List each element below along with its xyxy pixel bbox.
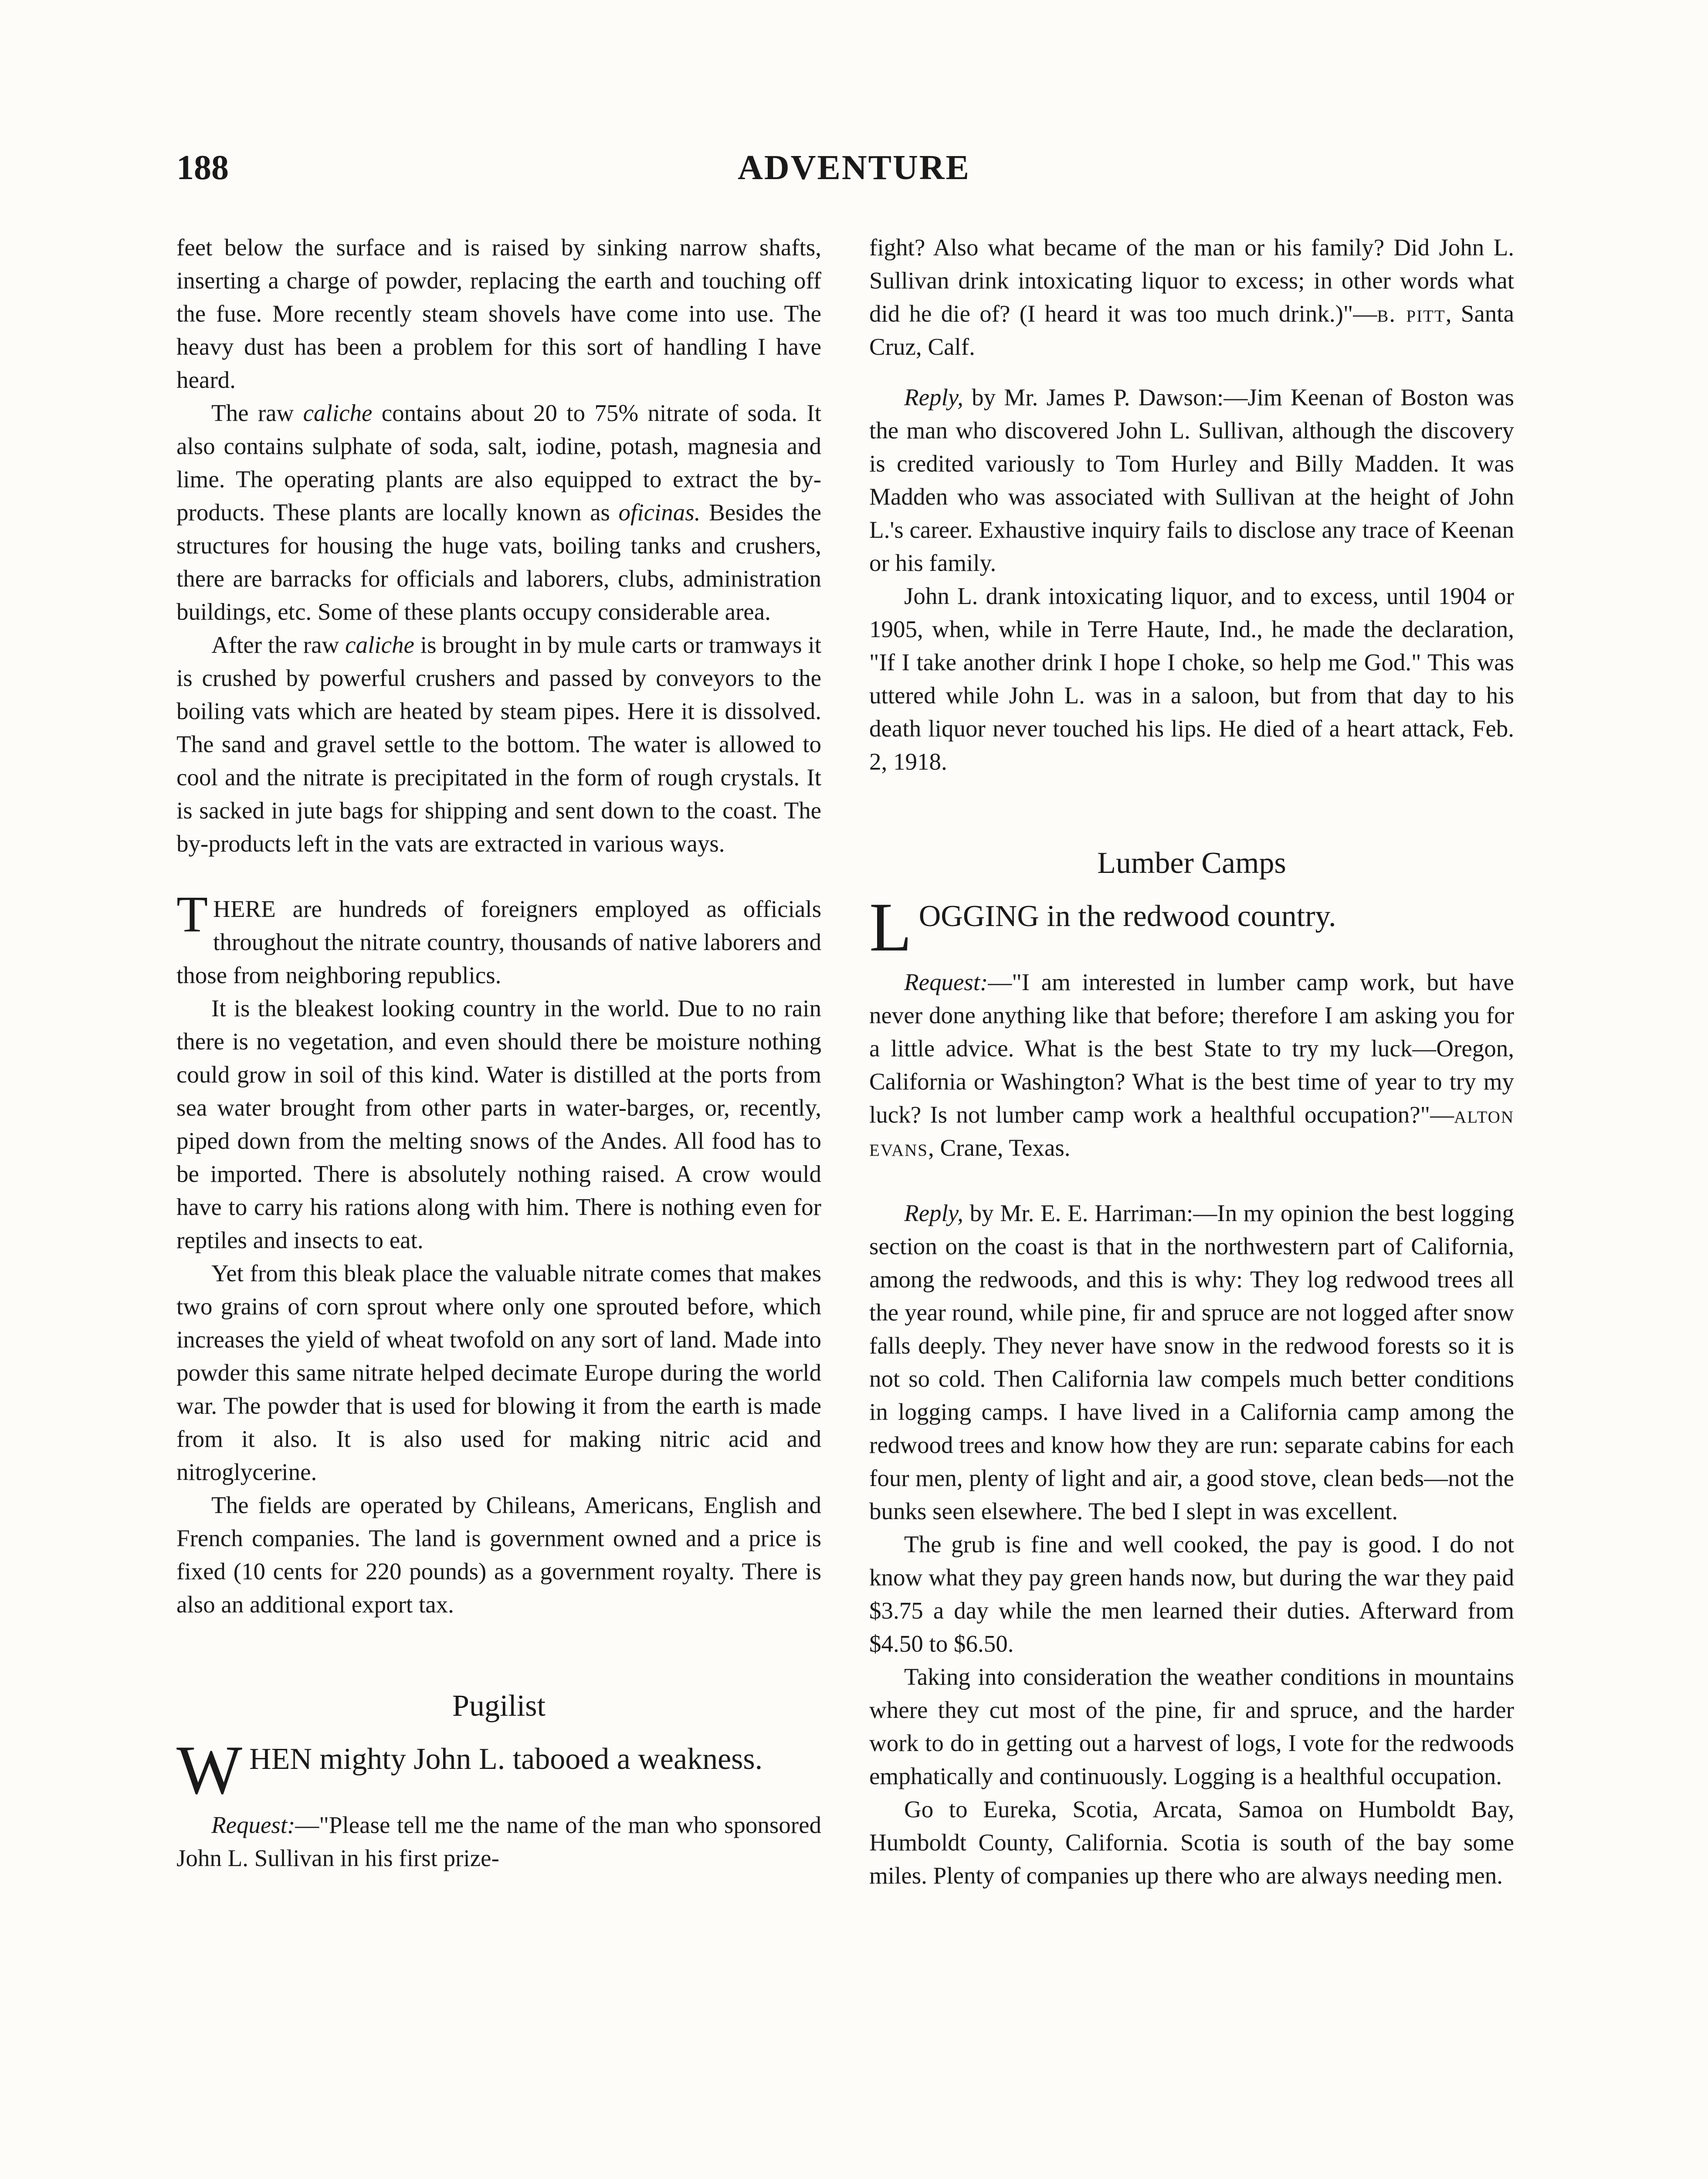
paragraph: It is the bleakest looking country in the world. Due to no rain there is no vegetation, and even should there be moisture nothing could grow in soil of this kind. Water is distilled at the ports from sea water brought from other parts in water-barges, or, recently, piped down from the melting snows of the Andes. All food has to be imported. There is absolutely nothing raised. A crow would have to carry his rations along with him. There is nothing even for reptiles and insects to eat.: [176, 995, 821, 1253]
paragraph: Go to Eureka, Scotia, Arcata, Samoa on Humboldt Bay, Humboldt County, California. Scotia is south of the bay some miles. Plenty of companies up there who are always needing men.: [869, 1796, 1514, 1889]
section-lead: [869, 888, 1514, 966]
text-run: HERE: [213, 896, 276, 922]
page-header: [176, 144, 1532, 192]
author-name: b. pitt: [1377, 300, 1446, 327]
text-run: in the redwood country.: [1039, 899, 1336, 933]
text-run: The raw: [211, 400, 303, 426]
paragraph-request: [869, 966, 1514, 1164]
drop-cap: T: [176, 886, 208, 943]
paragraph: The fields are operated by Chileans, Americans, English and French companies. The land is government owned and a price is fixed (10 cents for 220 pounds) as a government royalty. There is also an additional export tax.: [176, 1492, 821, 1618]
paragraph-dropcap: [176, 886, 821, 992]
text-run: —"I am interested in lumber camp work, but have never done anything like that before; therefore I am asking you for a little advice. What is the best State to try my luck—Oregon, California or Washington? What is the best time of year to try my luck? Is not lumber camp work a healthful occupation?"—: [869, 969, 1514, 1128]
italic-term: oficinas.: [618, 499, 701, 526]
left-column: [176, 231, 821, 1875]
section-heading-lumber: Lumber Camps: [1097, 846, 1286, 880]
text-run: , Santa Cruz, Calf.: [869, 300, 1514, 360]
italic-term: caliche: [303, 400, 373, 426]
drop-cap: W: [176, 1731, 243, 1809]
author-name: alton evans: [869, 1101, 1514, 1161]
paragraph: Taking into consideration the weather conditions in mountains where they cut most of the pine, fir and spruce, and the harder work to do in getting out a harvest of logs, I vote for the redwoods emphatically and continuously. Logging is a healthful occupation.: [869, 1663, 1514, 1789]
text-run: is brought in by mule carts or tramways it is crushed by powerful crushers and passed by conveyors to the boiling vats which are heated by steam pipes. Here it is dissolved. The sand and gravel settle to the bottom. The water is allowed to cool and the nitrate is precipitated in the form of rough crystals. It is sacked in jute bags for shipping and sent down to the coast. The by-products left in the vats are extracted in various ways.: [176, 631, 821, 857]
paragraph: [176, 628, 821, 860]
text-run: Besides the structures for housing the huge vats, boiling tanks and crushers, there are barracks for officials and laborers, clubs, administration buildings, etc. Some of these plants occupy considerable area.: [176, 499, 821, 625]
paragraph-reply: [869, 381, 1514, 580]
paragraph: The grub is fine and well cooked, the pay is good. I do not know what they pay green hands now, but during the war they paid $3.75 a day while the men learned their duties. Afterward from $4.50 to $6.50.: [869, 1531, 1514, 1657]
request-label: Request:: [904, 969, 988, 995]
request-label: Request:: [211, 1812, 295, 1838]
reply-label: Reply,: [904, 1200, 963, 1226]
paragraph: [176, 397, 821, 628]
paragraph: feet below the surface and is raised by sinking narrow shafts, inserting a charge of powder, replacing the earth and touching off the fuse. More recently steam shovels have come into use. The heavy dust has been a problem for this sort of handling I have heard.: [176, 234, 821, 393]
reply-label: Reply,: [904, 384, 963, 411]
text-run: HEN mighty John L. tabooed a weakness.: [249, 1742, 763, 1776]
text-run: After the raw: [211, 631, 346, 658]
section-heading-pugilist: Pugilist: [452, 1689, 546, 1723]
text-run: by Mr. James P. Dawson:—Jim Keenan of Boston was the man who discovered John L. Sullivan, although the discovery is credited variously to Tom Hurley and Billy Madden. It was Madden who was associated with Sullivan at the height of John L.'s career. Exhaustive inquiry fails to disclose any trace of Keenan or his family.: [869, 384, 1514, 576]
text-run: fight? Also what became of the man or his family? Did John L. Sullivan drink intoxicating liquor to excess; in other words what did he die of? (I heard it was too much drink.)"—: [869, 234, 1514, 327]
running-title: ADVENTURE: [738, 149, 970, 187]
right-column: [869, 231, 1514, 1892]
page-number: 188: [176, 149, 229, 187]
text-run: are hundreds of foreigners employed as officials throughout the nitrate country, thousands of native laborers and those from neighboring republics.: [176, 896, 821, 988]
text-run: , Crane, Texas.: [928, 1134, 1071, 1161]
text-run: contains about 20 to 75% nitrate of soda. It also contains sulphate of soda, salt, iodine, potash, magnesia and lime. The operating plants are also equipped to extract the by-products. These plants are locally known as: [176, 400, 821, 526]
drop-cap: L: [869, 888, 912, 966]
paragraph: Yet from this bleak place the valuable nitrate comes that makes two grains of corn sprout where only one sprouted before, which increases the yield of wheat twofold on any sort of land. Made into powder this same nitrate helped decimate Europe during the world war. The powder that is used for blowing it from the earth is made from it also. It is also used for making nitric acid and nitroglycerine.: [176, 1260, 821, 1485]
paragraph: [869, 231, 1514, 363]
text-run: by Mr. E. E. Harriman:—In my opinion the best logging section on the coast is that in the northwestern part of California, among the redwoods, and this is why: They log redwood trees all the year round, while pine, fir and spruce are not logged after snow falls deeply. They never have snow in the redwood forests so it is not so cold. Then California law compels much better conditions in logging camps. I have lived in a California camp among the redwood trees and know how they are run: separate cabins for each four men, plenty of light and air, a good stove, clean beds—not the bunks seen elsewhere. The bed I slept in was excellent.: [869, 1200, 1514, 1524]
text-run: OGGING: [918, 899, 1039, 933]
paragraph: John L. drank intoxicating liquor, and to excess, until 1904 or 1905, when, while in Terre Haute, Ind., he made the declaration, "If I take another drink I hope I choke, so help me God." This was uttered while John L. was in a saloon, but from that day to his death liquor never touched his lips. He died of a heart attack, Feb. 2, 1918.: [869, 583, 1514, 775]
paragraph-reply: [869, 1197, 1514, 1528]
text-run: —"Please tell me the name of the man who sponsored John L. Sullivan in his first prize-: [176, 1812, 821, 1871]
italic-term: caliche: [345, 631, 414, 658]
paragraph-request: [176, 1809, 821, 1875]
section-lead: [176, 1731, 821, 1809]
